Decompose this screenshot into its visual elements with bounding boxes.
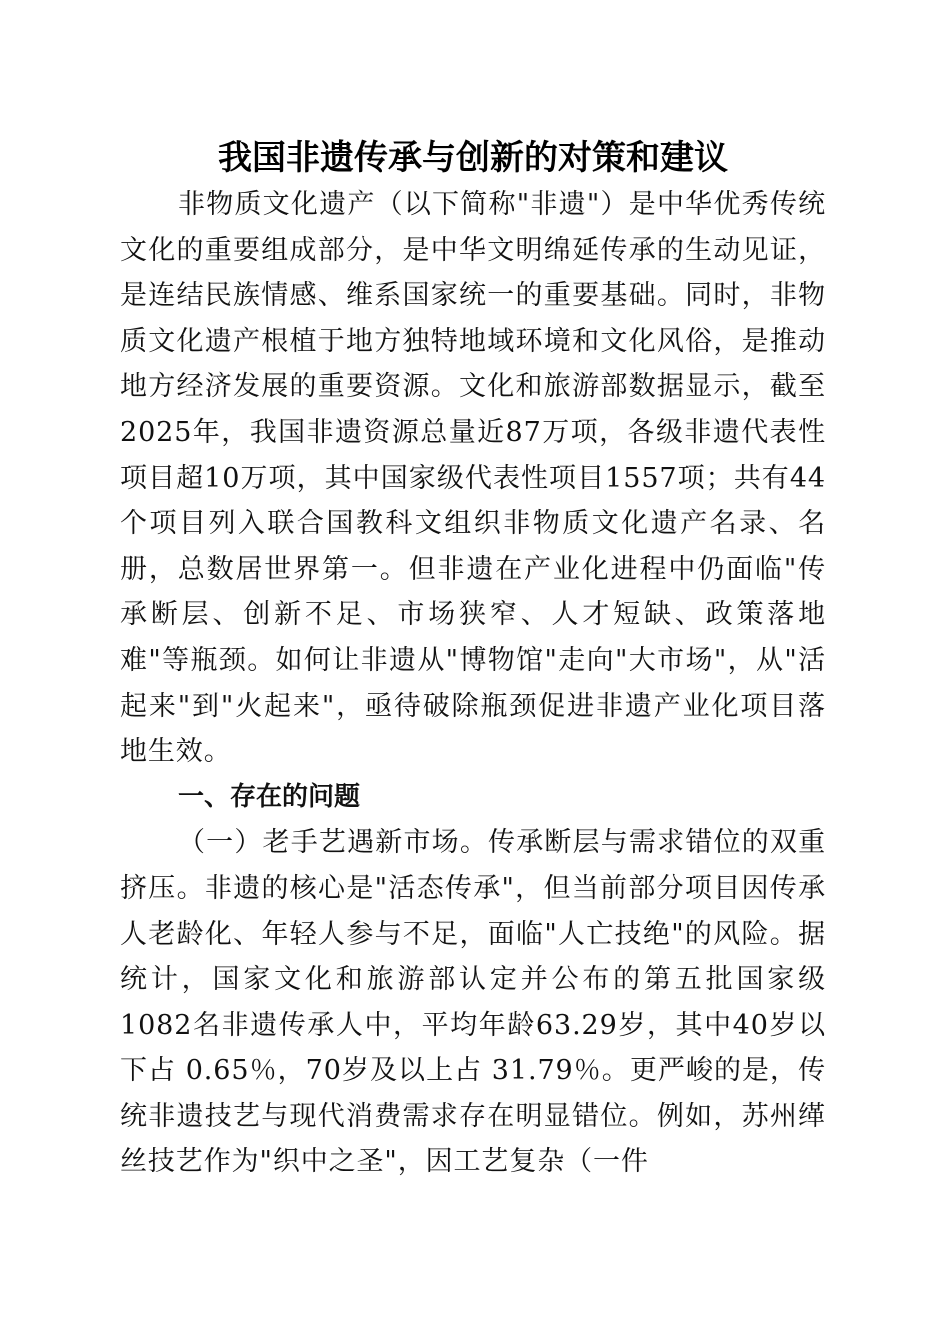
section-heading: 一、存在的问题 xyxy=(178,781,361,812)
intro-paragraph: 非物质文化遗产（以下简称"非遗"）是中华优秀传统文化的重要组成部分，是中华文明绵延传承的生动见证，是连结民族情感、维系国家统一的重要基础。同时，非物质文化遗产根植于地方独特地域环境和文化风俗，是推动地方经济发展的重要资源。文化和旅游部数据显示，截至2025年，我国非遗资源总量近87万项，各级非遗代表性项目超10万项，其中国家级代表性项目1557项；共有44个项目列入联合国教科文组织非物质文化遗产名录、名册，总数居世界第一。但非遗在产业化进程中仍面临"传承断层、创新不足、市场狭窄、人才短缺、政策落地难"等瓶颈。如何让非遗从"博物馆"走向"大市场"，从"活起来"到"火起来"，亟待破除瓶颈促进非遗产业化项目落地生效。 xyxy=(120,189,826,768)
section-paragraph: （一）老手艺遇新市场。传承断层与需求错位的双重挤压。非遗的核心是"活态传承"，但当前部分项目因传承人老龄化、年轻人参与不足，面临"人亡技绝"的风险。据统计，国家文化和旅游部认定并公布的第五批国家级1082名非遗传承人中，平均年龄63.29岁，其中40岁以下占 0.65％，70岁及以上占 31.79％。更严峻的是，传统非遗技艺与现代消费需求存在明显错位。例如，苏州缂丝技艺作为"织中之圣"，因工艺复杂（一件 xyxy=(120,827,826,1178)
document-body xyxy=(120,134,826,1185)
document-title: 我国非遗传承与创新的对策和建议 xyxy=(218,138,728,178)
